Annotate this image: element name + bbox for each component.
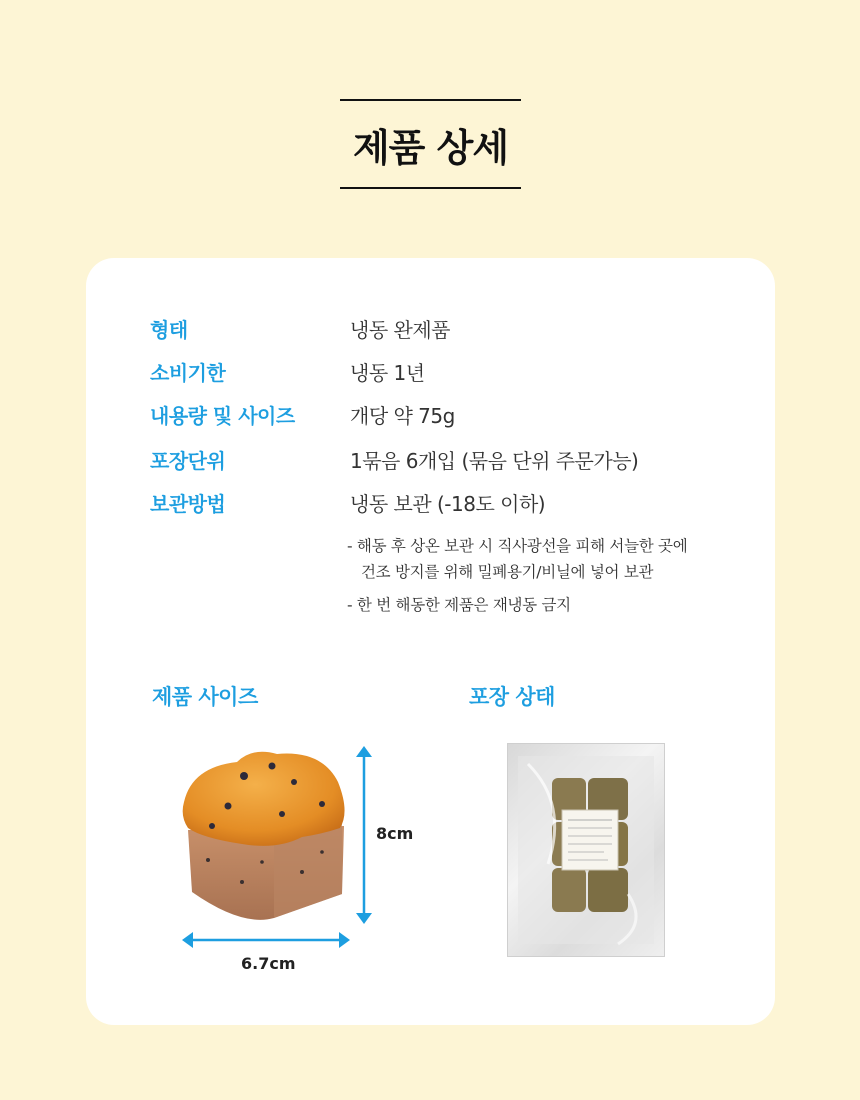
height-arrow-icon [354,746,374,924]
spec-label-expiry: 소비기한 [150,360,226,385]
spec-value-package-unit: 1묶음 6개입 (묶음 단위 주문가능) [350,448,639,473]
storage-note-2: - 한 번 해동한 제품은 재냉동 금지 [347,596,571,614]
spec-value-storage: 냉동 보관 (-18도 이하) [350,491,546,516]
spec-value-expiry: 냉동 1년 [350,360,425,385]
spec-label-content-size: 내용량 및 사이즈 [150,403,295,428]
spec-row-form [150,313,450,343]
storage-note-1-line2: 건조 방지를 위해 밀폐용기/비닐에 넣어 보관 [361,563,654,581]
section-title-product-size: 제품 사이즈 [152,685,258,709]
spec-label-storage: 보관방법 [150,491,226,516]
spec-value-content-size: 개당 약 75g [350,403,455,428]
storage-note-1 [347,533,687,585]
spec-row-content-size [150,399,455,429]
spec-row-storage [150,487,545,517]
storage-note-1-line1: - 해동 후 상온 보관 시 직사광선을 피해 서늘한 곳에 [347,537,688,555]
width-label: 6.7cm [241,954,296,973]
section-title-package-state: 포장 상태 [469,685,555,709]
product-image [182,742,350,922]
spec-label-package-unit: 포장단위 [150,448,226,473]
page-title-frame [340,99,521,189]
package-contents-icon [508,744,664,956]
spec-row-package-unit [150,444,638,474]
height-label: 8cm [376,824,414,843]
width-arrow-icon [182,930,350,950]
spec-row-expiry [150,356,425,386]
product-detail-card [86,258,775,1025]
spec-value-form: 냉동 완제품 [350,317,450,342]
page-title: 제품 상세 [352,125,509,170]
package-image [507,743,665,957]
spec-label-form: 형태 [150,317,188,342]
